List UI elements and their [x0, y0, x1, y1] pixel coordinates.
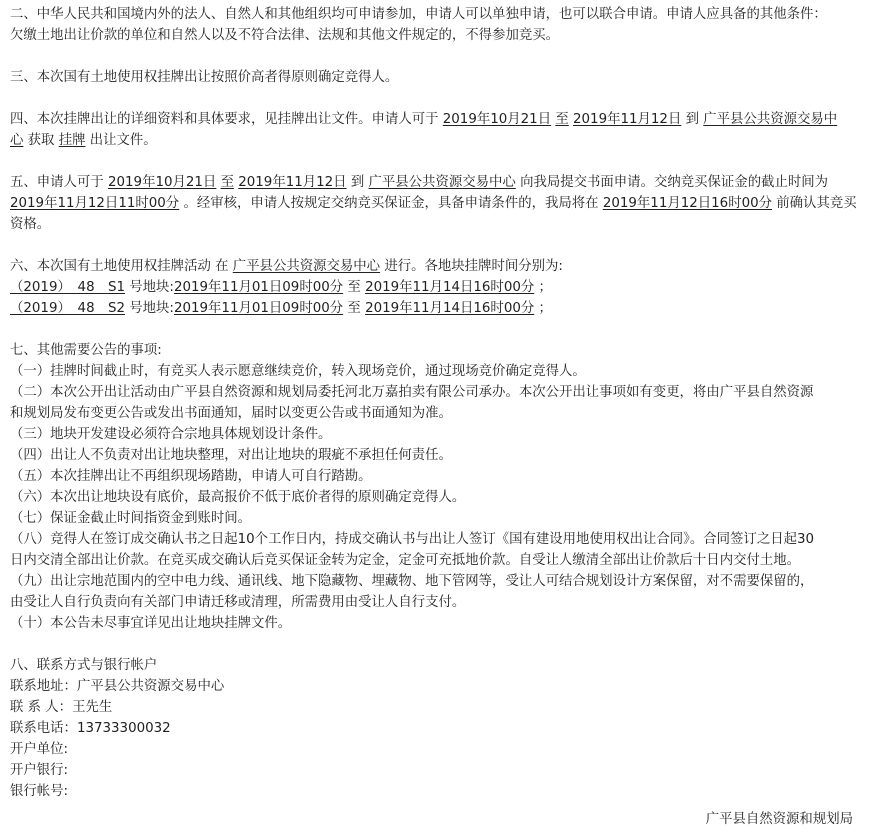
parcel-end: 2019年11月14日16时00分: [365, 301, 535, 316]
parcel-end: 2019年11月14日16时00分: [365, 280, 535, 295]
sec4-place: 广平县公共资源交易中: [703, 112, 838, 127]
parcel-start: 2019年11月01日09时00分: [173, 301, 344, 316]
sec5-line2: 2019年11月12日11时00分 。经审核，申请人按规定交纳竞买保证金，具备申请条件的，我局将在 2019年11月12日16时00分 前确认其竞买: [10, 196, 857, 211]
sec2-line2: 欠缴土地出让价款的单位和自然人以及不符合法律、法规和其他文件规定的，不得参加竞买。: [10, 28, 560, 43]
sec5-place: 广平县公共资源交易中心: [368, 175, 516, 190]
contact-address: 联系地址：广平县公共资源交易中心: [10, 679, 225, 694]
sec4-line2: 心 获取 挂牌 出让文件。: [10, 133, 157, 148]
contact-person: 联 系 人：王先生: [10, 700, 113, 715]
sec7-item: （四）出让人不负责对出让地块整理，对出让地块的瑕疵不承担任何责任。: [10, 448, 452, 463]
sec7-item: 和规划局发布变更公告或发出书面通知，届时以变更公告或书面通知为准。: [10, 406, 452, 421]
sec5-confirm-time: 2019年11月12日16时00分: [602, 196, 773, 211]
sec7-item: （六）本次出让地块设有底价，最高报价不低于底价者得的原则确定竞得人。: [10, 490, 466, 505]
parcel-row: （2019） 48 S1 号地块:2019年11月01日09时00分 至 2019年11月14日16时00分 ；: [10, 280, 552, 295]
account-unit: 开户单位:: [10, 742, 69, 757]
sec7-item: （七）保证金截止时间指资金到账时间。: [10, 511, 252, 526]
sec4-end-date: 2019年11月12日: [573, 112, 682, 127]
sec7-item: 日内交清全部出让价款。在竞买成交确认后竞买保证金转为定金，定金可充抵地价款。自受让人缴清全部出让价款后十日内交付土地。: [10, 553, 801, 568]
parcel-start: 2019年11月01日09时00分: [173, 280, 344, 295]
parcel-code: （2019） 48 S1: [10, 280, 125, 295]
sec5-deadline: 2019年11月12日11时00分: [10, 196, 180, 211]
sec4-start-date: 2019年10月21日: [442, 112, 552, 127]
sec7-item: 由受让人自行负责向有关部门申请迁移或清理，所需费用由受让人自行支付。: [10, 595, 466, 610]
sec6-line1: 六、本次国有土地使用权挂牌活动 在 广平县公共资源交易中心 进行。各地块挂牌时间分别为:: [10, 259, 563, 274]
sec7-title: 七、其他需要公告的事项:: [10, 343, 162, 358]
sec4-to: 至: [555, 112, 569, 127]
sec6-place: 广平县公共资源交易中心: [232, 259, 381, 274]
parcel-row: （2019） 48 S2 号地块:2019年11月01日09时00分 至 2019年11月14日16时00分 ；: [10, 301, 552, 316]
sec5-start-date: 2019年10月21日: [108, 175, 217, 190]
sec4-line1: 四、本次挂牌出让的详细资料和具体要求，见挂牌出让文件。申请人可于 2019年10月21日 至 2019年11月12日 到 广平县公共资源交易中: [10, 112, 838, 127]
account-number: 银行帐号:: [10, 784, 69, 799]
sec7-item: （十）本公告未尽事宜详见出让地块挂牌文件。: [10, 616, 292, 631]
sec5-end-date: 2019年11月12日: [238, 175, 347, 190]
contact-phone: 联系电话：13733300032: [10, 721, 171, 736]
sec5-line3: 资格。: [10, 217, 51, 232]
account-bank: 开户银行:: [10, 763, 69, 778]
sec3-text: 三、本次国有土地使用权挂牌出让按照价高者得原则确定竞得人。: [10, 70, 399, 85]
sec7-item: （八）竞得人在签订成交确认书之日起10个工作日内，持成交确认书与出让人签订《国有建设用地使用权出让合同》。合同签订之日起30: [10, 532, 815, 547]
sec7-item: （五）本次挂牌出让不再组织现场踏勘，申请人可自行踏勘。: [10, 469, 372, 484]
sec5-line1: 五、申请人可于 2019年10月21日 至 2019年11月12日 到 广平县公共资源交易中心 向我局提交书面申请。交纳竞买保证金的截止时间为: [10, 175, 829, 190]
sec7-item: （九）出让宗地范围内的空中电力线、通讯线、地下隐藏物、埋藏物、地下管网等，受让人可结合规划设计方案保留，对不需要保留的，: [10, 574, 814, 589]
announcement-body: [10, 4, 860, 802]
sec7-item: （一）挂牌时间截止时，有竞买人表示愿意继续竞价，转入现场竞价，通过现场竞价确定竞得人。: [10, 364, 586, 379]
signature: 广平县自然资源和规划局: [705, 812, 853, 827]
sec8-title: 八、联系方式与银行帐户: [10, 658, 158, 673]
parcel-code: （2019） 48 S2: [10, 301, 125, 316]
sec2-line1: 二、中华人民共和国境内外的法人、自然人和其他组织均可申请参加，申请人可以单独申请，也可以联合申请。申请人应具备的其他条件：: [10, 7, 827, 22]
sec7-item: （二）本次公开出让活动由广平县自然资源和规划局委托河北万嘉拍卖有限公司承办。本次公开出让事项如有变更，将由广平县自然资源: [10, 385, 814, 400]
sec7-item: （三）地块开发建设必须符合宗地具体规划设计条件。: [10, 427, 332, 442]
